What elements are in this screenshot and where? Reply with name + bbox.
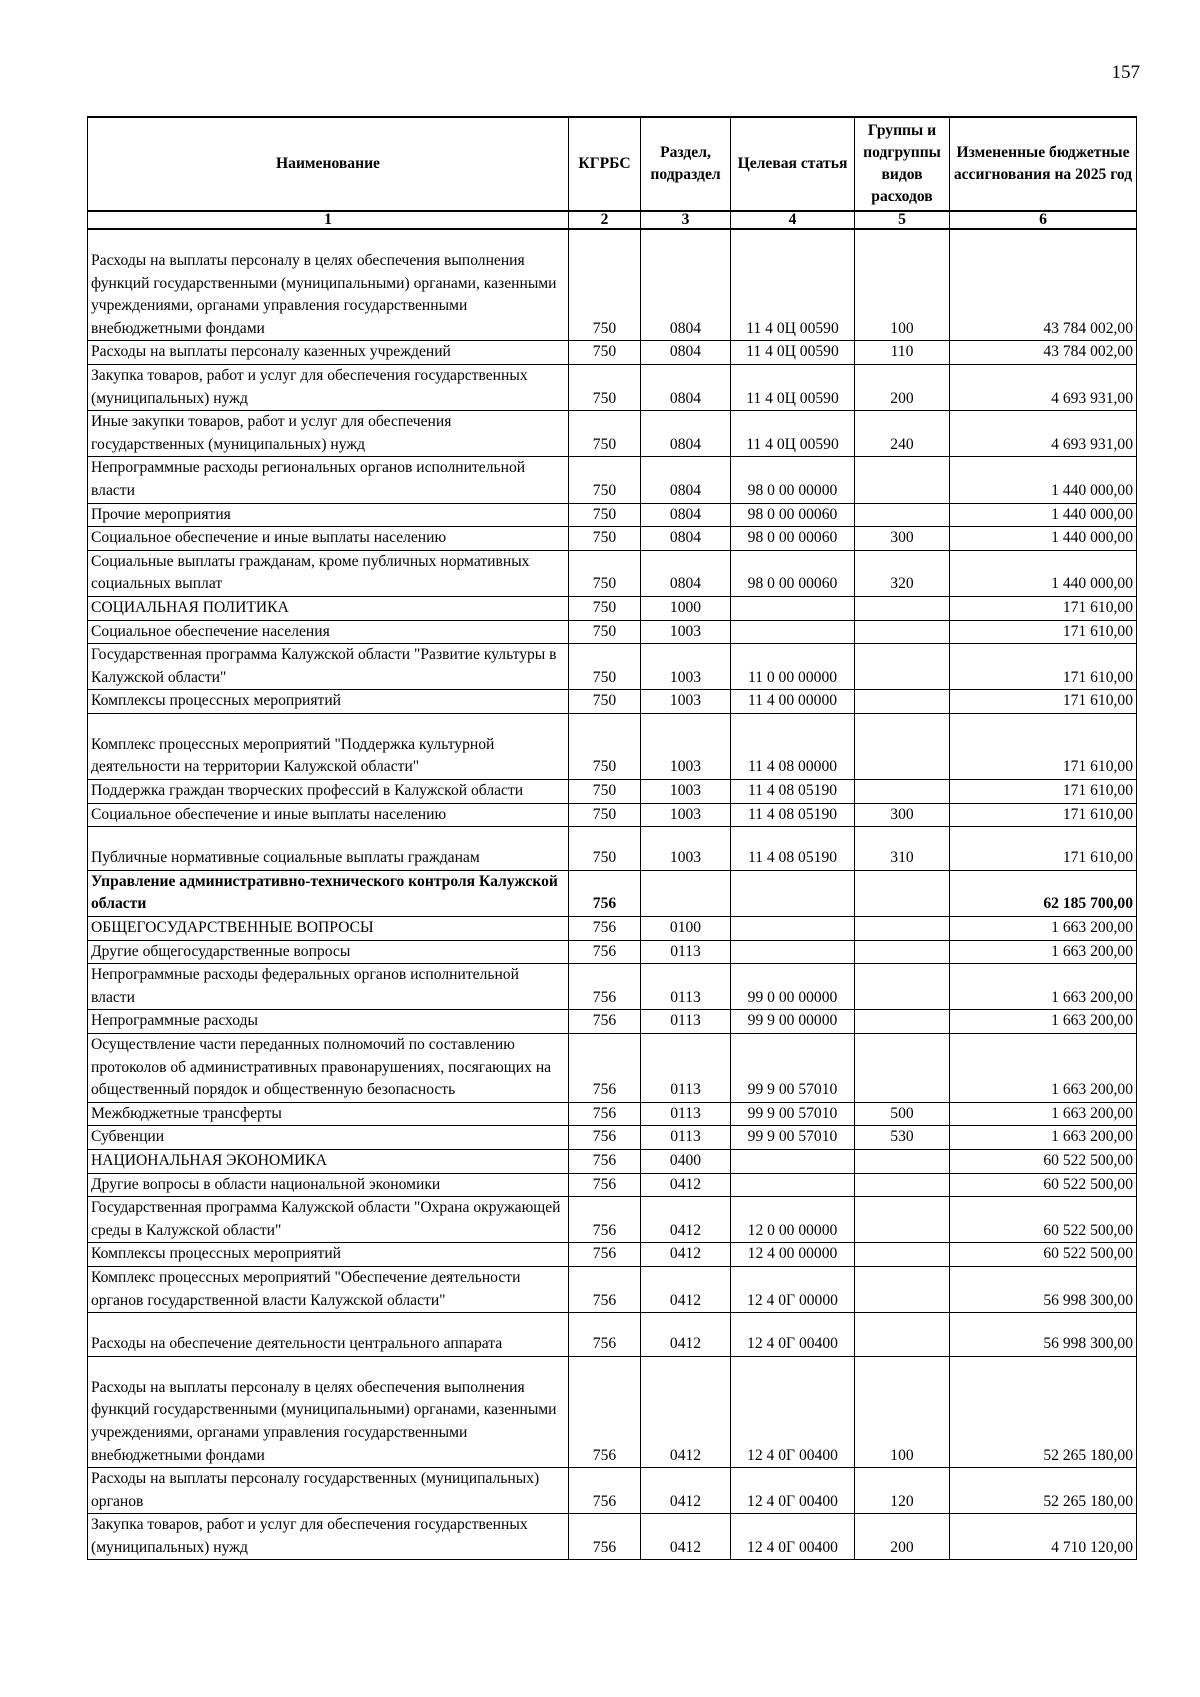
row-razdel: 0113 <box>641 1102 731 1126</box>
row-celev: 11 4 08 05190 <box>731 827 855 871</box>
row-celev <box>731 1173 855 1197</box>
table-row <box>88 1197 1137 1243</box>
row-amount: 56 998 300,00 <box>950 1266 1137 1312</box>
header-number-2: 2 <box>569 211 641 229</box>
row-celev <box>731 596 855 620</box>
header-number-5: 5 <box>855 211 950 229</box>
header-number-1: 1 <box>88 211 569 229</box>
table-row <box>88 803 1137 827</box>
row-amount: 4 693 931,00 <box>950 364 1137 410</box>
row-name: Публичные нормативные социальные выплаты гражданам <box>88 827 569 871</box>
row-kgrbs: 750 <box>569 690 641 714</box>
table-row <box>88 780 1137 804</box>
row-grupp <box>855 1266 950 1312</box>
row-name: Закупка товаров, работ и услуг для обеспечения государственных (муниципальных) нужд <box>88 1514 569 1560</box>
row-kgrbs: 756 <box>569 1034 641 1103</box>
row-grupp: 120 <box>855 1468 950 1514</box>
row-celev: 11 4 08 00000 <box>731 713 855 779</box>
table-row <box>88 644 1137 690</box>
row-celev: 99 0 00 00000 <box>731 964 855 1010</box>
row-kgrbs: 756 <box>569 1356 641 1467</box>
row-grupp <box>855 503 950 527</box>
row-celev <box>731 1149 855 1173</box>
row-amount: 1 440 000,00 <box>950 503 1137 527</box>
table-row <box>88 503 1137 527</box>
row-name: Комплексы процессных мероприятий <box>88 690 569 714</box>
table-row <box>88 1243 1137 1267</box>
table-row <box>88 1313 1137 1357</box>
row-name: Комплекс процессных мероприятий "Обеспечение деятельности органов государственной власти Калужской области" <box>88 1266 569 1312</box>
row-grupp <box>855 596 950 620</box>
row-razdel: 0100 <box>641 917 731 941</box>
row-kgrbs: 756 <box>569 1197 641 1243</box>
row-celev: 99 9 00 57010 <box>731 1102 855 1126</box>
row-razdel: 0412 <box>641 1266 731 1312</box>
row-celev: 98 0 00 00060 <box>731 527 855 551</box>
row-razdel: 0412 <box>641 1243 731 1267</box>
row-kgrbs: 756 <box>569 1468 641 1514</box>
row-grupp <box>855 1313 950 1357</box>
row-name: НАЦИОНАЛЬНАЯ ЭКОНОМИКА <box>88 1149 569 1173</box>
row-amount: 60 522 500,00 <box>950 1243 1137 1267</box>
row-name: Расходы на выплаты персоналу государственных (муниципальных) органов <box>88 1468 569 1514</box>
row-razdel: 1003 <box>641 690 731 714</box>
row-razdel: 0113 <box>641 940 731 964</box>
table-row <box>88 713 1137 779</box>
row-amount: 4 693 931,00 <box>950 411 1137 457</box>
row-grupp: 100 <box>855 229 950 341</box>
row-name: Управление административно-технического контроля Калужской области <box>88 870 569 916</box>
table-row <box>88 341 1137 365</box>
row-amount: 171 610,00 <box>950 803 1137 827</box>
row-amount: 1 663 200,00 <box>950 917 1137 941</box>
row-grupp <box>855 620 950 644</box>
row-name: Расходы на выплаты персоналу в целях обеспечения выполнения функций государственными (муниципальными) органами, казенными учреждениями, органами управления государственными внебюджетными фондами <box>88 229 569 341</box>
header-kgrbs: КГРБС <box>569 117 641 211</box>
row-grupp <box>855 1243 950 1267</box>
row-razdel: 0804 <box>641 364 731 410</box>
row-razdel: 0412 <box>641 1197 731 1243</box>
row-celev: 12 4 00 00000 <box>731 1243 855 1267</box>
row-razdel: 0400 <box>641 1149 731 1173</box>
row-razdel: 1000 <box>641 596 731 620</box>
row-amount: 62 185 700,00 <box>950 870 1137 916</box>
row-name: Закупка товаров, работ и услуг для обеспечения государственных (муниципальных) нужд <box>88 364 569 410</box>
row-name: Расходы на обеспечение деятельности центрального аппарата <box>88 1313 569 1357</box>
table-row <box>88 1173 1137 1197</box>
row-kgrbs: 756 <box>569 964 641 1010</box>
row-kgrbs: 750 <box>569 229 641 341</box>
table-row <box>88 870 1137 916</box>
row-celev: 11 4 08 05190 <box>731 803 855 827</box>
table-row <box>88 620 1137 644</box>
row-grupp: 500 <box>855 1102 950 1126</box>
row-name: Комплексы процессных мероприятий <box>88 1243 569 1267</box>
row-name: Государственная программа Калужской области "Развитие культуры в Калужской области" <box>88 644 569 690</box>
table-row <box>88 940 1137 964</box>
row-kgrbs: 756 <box>569 1266 641 1312</box>
row-grupp <box>855 964 950 1010</box>
table-row <box>88 527 1137 551</box>
row-celev: 11 4 0Ц 00590 <box>731 341 855 365</box>
row-kgrbs: 756 <box>569 1126 641 1150</box>
table-row <box>88 964 1137 1010</box>
row-kgrbs: 756 <box>569 1173 641 1197</box>
row-celev: 12 4 0Г 00400 <box>731 1313 855 1357</box>
row-name: Непрограммные расходы <box>88 1010 569 1034</box>
row-kgrbs: 750 <box>569 713 641 779</box>
header-celev: Целевая статья <box>731 117 855 211</box>
row-grupp: 200 <box>855 1514 950 1560</box>
row-kgrbs: 750 <box>569 503 641 527</box>
row-amount: 1 663 200,00 <box>950 1010 1137 1034</box>
row-amount: 56 998 300,00 <box>950 1313 1137 1357</box>
row-grupp <box>855 713 950 779</box>
row-razdel: 1003 <box>641 644 731 690</box>
row-kgrbs: 750 <box>569 364 641 410</box>
table-header-numbers-row <box>88 211 1137 229</box>
row-kgrbs: 756 <box>569 870 641 916</box>
row-amount: 1 440 000,00 <box>950 527 1137 551</box>
row-kgrbs: 750 <box>569 803 641 827</box>
row-name: Расходы на выплаты персоналу в целях обеспечения выполнения функций государственными (муниципальными) органами, казенными учреждениями, органами управления государственными внебюджетными фондами <box>88 1356 569 1467</box>
row-grupp <box>855 1010 950 1034</box>
row-razdel: 0113 <box>641 964 731 1010</box>
row-name: Осуществление части переданных полномочий по составлению протоколов об административных правонарушениях, посягающих на общественный порядок и общественную безопасность <box>88 1034 569 1103</box>
row-name: Государственная программа Калужской области "Охрана окружающей среды в Калужской области" <box>88 1197 569 1243</box>
row-amount: 60 522 500,00 <box>950 1149 1137 1173</box>
row-celev <box>731 917 855 941</box>
row-grupp <box>855 1149 950 1173</box>
row-kgrbs: 756 <box>569 940 641 964</box>
row-grupp <box>855 457 950 503</box>
row-name: Иные закупки товаров, работ и услуг для обеспечения государственных (муниципальных) нужд <box>88 411 569 457</box>
row-grupp: 300 <box>855 527 950 551</box>
row-razdel: 0113 <box>641 1010 731 1034</box>
table-row <box>88 1514 1137 1560</box>
row-kgrbs: 756 <box>569 1243 641 1267</box>
row-amount: 171 610,00 <box>950 690 1137 714</box>
row-amount: 52 265 180,00 <box>950 1468 1137 1514</box>
table-row <box>88 917 1137 941</box>
row-celev: 99 9 00 00000 <box>731 1010 855 1034</box>
row-amount: 1 440 000,00 <box>950 457 1137 503</box>
table-row <box>88 1034 1137 1103</box>
table-row <box>88 1126 1137 1150</box>
row-razdel: 0804 <box>641 503 731 527</box>
row-amount: 1 663 200,00 <box>950 964 1137 1010</box>
header-razdel: Раздел, подраздел <box>641 117 731 211</box>
row-kgrbs: 750 <box>569 827 641 871</box>
row-grupp: 200 <box>855 364 950 410</box>
table-body <box>88 229 1137 1560</box>
row-grupp: 100 <box>855 1356 950 1467</box>
row-celev: 11 0 00 00000 <box>731 644 855 690</box>
row-razdel: 0412 <box>641 1468 731 1514</box>
row-razdel: 1003 <box>641 803 731 827</box>
row-razdel <box>641 870 731 916</box>
row-name: Комплекс процессных мероприятий "Поддержка культурной деятельности на территории Калужской области" <box>88 713 569 779</box>
row-kgrbs: 756 <box>569 1514 641 1560</box>
row-grupp <box>855 644 950 690</box>
row-name: Другие вопросы в области национальной экономики <box>88 1173 569 1197</box>
row-razdel: 0804 <box>641 527 731 551</box>
row-kgrbs: 750 <box>569 780 641 804</box>
row-kgrbs: 756 <box>569 917 641 941</box>
row-amount: 43 784 002,00 <box>950 229 1137 341</box>
row-name: Непрограммные расходы региональных органов исполнительной власти <box>88 457 569 503</box>
budget-table <box>87 116 1137 1560</box>
table-row <box>88 1149 1137 1173</box>
row-amount: 171 610,00 <box>950 620 1137 644</box>
row-kgrbs: 750 <box>569 550 641 596</box>
row-celev: 98 0 00 00060 <box>731 550 855 596</box>
row-razdel: 0113 <box>641 1126 731 1150</box>
table-row <box>88 827 1137 871</box>
row-celev: 11 4 0Ц 00590 <box>731 411 855 457</box>
row-grupp <box>855 940 950 964</box>
table-row <box>88 1010 1137 1034</box>
row-razdel: 0804 <box>641 550 731 596</box>
table-row <box>88 596 1137 620</box>
row-amount: 60 522 500,00 <box>950 1197 1137 1243</box>
row-amount: 43 784 002,00 <box>950 341 1137 365</box>
table-row <box>88 364 1137 410</box>
table-row <box>88 550 1137 596</box>
row-grupp <box>855 1197 950 1243</box>
row-amount: 171 610,00 <box>950 780 1137 804</box>
row-amount: 52 265 180,00 <box>950 1356 1137 1467</box>
table-row <box>88 411 1137 457</box>
row-razdel: 0412 <box>641 1173 731 1197</box>
row-celev: 99 9 00 57010 <box>731 1126 855 1150</box>
row-celev: 12 4 0Г 00400 <box>731 1468 855 1514</box>
row-kgrbs: 750 <box>569 596 641 620</box>
row-kgrbs: 750 <box>569 527 641 551</box>
row-grupp <box>855 870 950 916</box>
row-name: СОЦИАЛЬНАЯ ПОЛИТИКА <box>88 596 569 620</box>
row-grupp <box>855 1173 950 1197</box>
row-name: Социальные выплаты гражданам, кроме публичных нормативных социальных выплат <box>88 550 569 596</box>
row-razdel: 0412 <box>641 1514 731 1560</box>
row-grupp <box>855 1034 950 1103</box>
row-amount: 1 663 200,00 <box>950 1034 1137 1103</box>
row-razdel: 0804 <box>641 457 731 503</box>
row-name: Непрограммные расходы федеральных органов исполнительной власти <box>88 964 569 1010</box>
table-row <box>88 690 1137 714</box>
row-grupp: 300 <box>855 803 950 827</box>
row-razdel: 1003 <box>641 827 731 871</box>
row-razdel: 0804 <box>641 411 731 457</box>
row-name: Другие общегосударственные вопросы <box>88 940 569 964</box>
row-name: Прочие мероприятия <box>88 503 569 527</box>
row-amount: 171 610,00 <box>950 827 1137 871</box>
row-name: Социальное обеспечение и иные выплаты населению <box>88 527 569 551</box>
row-amount: 1 663 200,00 <box>950 1102 1137 1126</box>
row-grupp <box>855 780 950 804</box>
row-celev: 12 4 0Г 00400 <box>731 1514 855 1560</box>
table-row <box>88 229 1137 341</box>
row-amount: 1 663 200,00 <box>950 1126 1137 1150</box>
row-name: Социальное обеспечение населения <box>88 620 569 644</box>
table-header-row <box>88 117 1137 211</box>
row-grupp: 530 <box>855 1126 950 1150</box>
header-name: Наименование <box>88 117 569 211</box>
header-number-6: 6 <box>950 211 1137 229</box>
row-name: Социальное обеспечение и иные выплаты населению <box>88 803 569 827</box>
row-amount: 1 440 000,00 <box>950 550 1137 596</box>
row-kgrbs: 756 <box>569 1102 641 1126</box>
row-grupp: 320 <box>855 550 950 596</box>
row-name: Поддержка граждан творческих профессий в Калужской области <box>88 780 569 804</box>
row-kgrbs: 750 <box>569 341 641 365</box>
header-amount: Измененные бюджетные ассигнования на 2025 год <box>950 117 1137 211</box>
row-celev: 98 0 00 00000 <box>731 457 855 503</box>
row-name: ОБЩЕГОСУДАРСТВЕННЫЕ ВОПРОСЫ <box>88 917 569 941</box>
table-row <box>88 1102 1137 1126</box>
table-row <box>88 457 1137 503</box>
row-kgrbs: 750 <box>569 644 641 690</box>
row-celev: 12 4 0Г 00000 <box>731 1266 855 1312</box>
row-kgrbs: 756 <box>569 1313 641 1357</box>
row-celev <box>731 940 855 964</box>
row-celev <box>731 870 855 916</box>
row-amount: 1 663 200,00 <box>950 940 1137 964</box>
table-row <box>88 1266 1137 1312</box>
row-kgrbs: 750 <box>569 411 641 457</box>
row-celev: 12 4 0Г 00400 <box>731 1356 855 1467</box>
row-amount: 171 610,00 <box>950 713 1137 779</box>
row-amount: 4 710 120,00 <box>950 1514 1137 1560</box>
row-celev: 12 0 00 00000 <box>731 1197 855 1243</box>
row-celev: 11 4 08 05190 <box>731 780 855 804</box>
row-grupp <box>855 917 950 941</box>
header-number-4: 4 <box>731 211 855 229</box>
row-kgrbs: 750 <box>569 457 641 503</box>
row-razdel: 0804 <box>641 229 731 341</box>
row-name: Межбюджетные трансферты <box>88 1102 569 1126</box>
row-razdel: 0412 <box>641 1313 731 1357</box>
table-row <box>88 1468 1137 1514</box>
row-kgrbs: 756 <box>569 1149 641 1173</box>
row-razdel: 0412 <box>641 1356 731 1467</box>
row-razdel: 1003 <box>641 780 731 804</box>
page-number: 157 <box>1111 62 1140 83</box>
row-amount: 171 610,00 <box>950 644 1137 690</box>
row-grupp: 240 <box>855 411 950 457</box>
table-row <box>88 1356 1137 1467</box>
header-number-3: 3 <box>641 211 731 229</box>
row-amount: 171 610,00 <box>950 596 1137 620</box>
row-celev: 11 4 0Ц 00590 <box>731 364 855 410</box>
row-kgrbs: 750 <box>569 620 641 644</box>
row-celev: 11 4 00 00000 <box>731 690 855 714</box>
row-celev <box>731 620 855 644</box>
row-celev: 11 4 0Ц 00590 <box>731 229 855 341</box>
row-kgrbs: 756 <box>569 1010 641 1034</box>
row-razdel: 1003 <box>641 713 731 779</box>
row-celev: 98 0 00 00060 <box>731 503 855 527</box>
row-razdel: 0804 <box>641 341 731 365</box>
row-grupp <box>855 690 950 714</box>
row-amount: 60 522 500,00 <box>950 1173 1137 1197</box>
header-grupp: Группы и подгруппы видов расходов <box>855 117 950 211</box>
row-razdel: 0113 <box>641 1034 731 1103</box>
row-celev: 99 9 00 57010 <box>731 1034 855 1103</box>
row-grupp: 110 <box>855 341 950 365</box>
row-grupp: 310 <box>855 827 950 871</box>
row-name: Субвенции <box>88 1126 569 1150</box>
row-name: Расходы на выплаты персоналу казенных учреждений <box>88 341 569 365</box>
row-razdel: 1003 <box>641 620 731 644</box>
